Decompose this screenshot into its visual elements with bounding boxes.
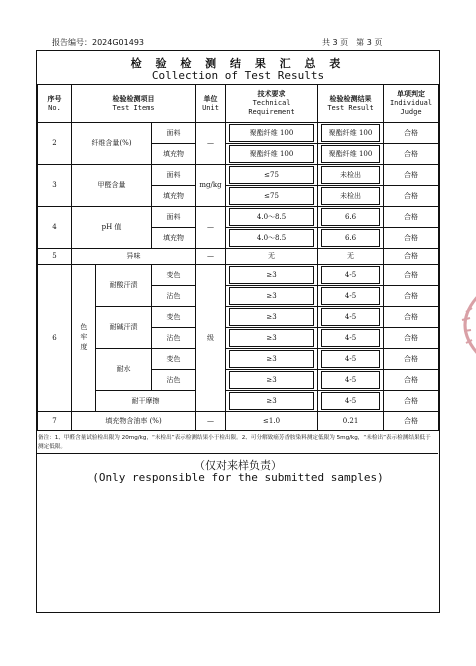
table-row: 填充物 ≤75 未检出 合格	[38, 186, 439, 207]
table-row: 填充物 4.0～8.5 6.6 合格	[38, 228, 439, 249]
disclaimer-cn: （仅对来样负责）	[194, 459, 282, 472]
table-row: 5 异味 — 无 无 合格	[38, 249, 439, 265]
table-row: 7 填充物含油率 (%) — ≤1.0 0.21 合格	[38, 412, 439, 431]
table-row: 耐干摩擦 ≥3 4-5 合格	[38, 391, 439, 412]
table-row: 沾色 ≥3 4-5 合格	[38, 370, 439, 391]
table-row: 沾色 ≥3 4-5 合格	[38, 328, 439, 349]
header-row	[38, 85, 439, 123]
table-row: 6 色牢度 耐酸汗渍 变色 级 ≥3 4-5 合格	[38, 265, 439, 286]
table-row: 4 pH 值 面料 — 4.0～8.5 6.6 合格	[38, 207, 439, 228]
table-row: 沾色 ≥3 4-5 合格	[38, 286, 439, 307]
table-row: 填充物 聚酯纤维 100 聚酯纤维 100 合格	[38, 144, 439, 165]
remarks-divider	[37, 453, 438, 454]
col-judge: 单项判定 Individual Judge	[384, 85, 439, 123]
page-count: 共 3 页 第 3 页	[322, 38, 383, 47]
colour-fastness-group: 色牢度	[72, 265, 96, 412]
results-table	[37, 84, 439, 431]
col-unit: 单位 Unit	[196, 85, 226, 123]
table-row: 3 甲醛含量 面料 mg/kg ≤75 未检出 合格	[38, 165, 439, 186]
table-row: 耐碱汗渍 变色 ≥3 4-5 合格	[38, 307, 439, 328]
results-table-frame	[36, 50, 440, 613]
remarks: 备注：1、甲醛含量试验检出限为 20mg/kg，“未检出”表示检测结果小于检出限。2、可分解致癌芳香胺染料测定低限为 5mg/kg，“未检出”表示检测结果低于测定低限。	[38, 435, 431, 450]
disclaimer-en: (Only responsible for the submitted samples)	[92, 471, 384, 484]
col-requirement: 技术要求 Technical Requirement	[226, 85, 318, 123]
table-title-cn: 检 验 检 测 结 果 汇 总 表	[130, 57, 346, 70]
col-result: 检验检测结果 Test Result	[318, 85, 384, 123]
seal-stamp	[442, 290, 476, 360]
table-title-en: Collection of Test Results	[151, 69, 325, 82]
report-number: 报告编号：2024G01493	[52, 38, 145, 47]
table-row: 耐水 变色 ≥3 4-5 合格	[38, 349, 439, 370]
col-item: 检验检测项目 Test Items	[72, 85, 196, 123]
col-no: 序号 No.	[38, 85, 72, 123]
table-row: 2 纤维含量(%) 面料 — 聚酯纤维 100 聚酯纤维 100 合格	[38, 123, 439, 144]
